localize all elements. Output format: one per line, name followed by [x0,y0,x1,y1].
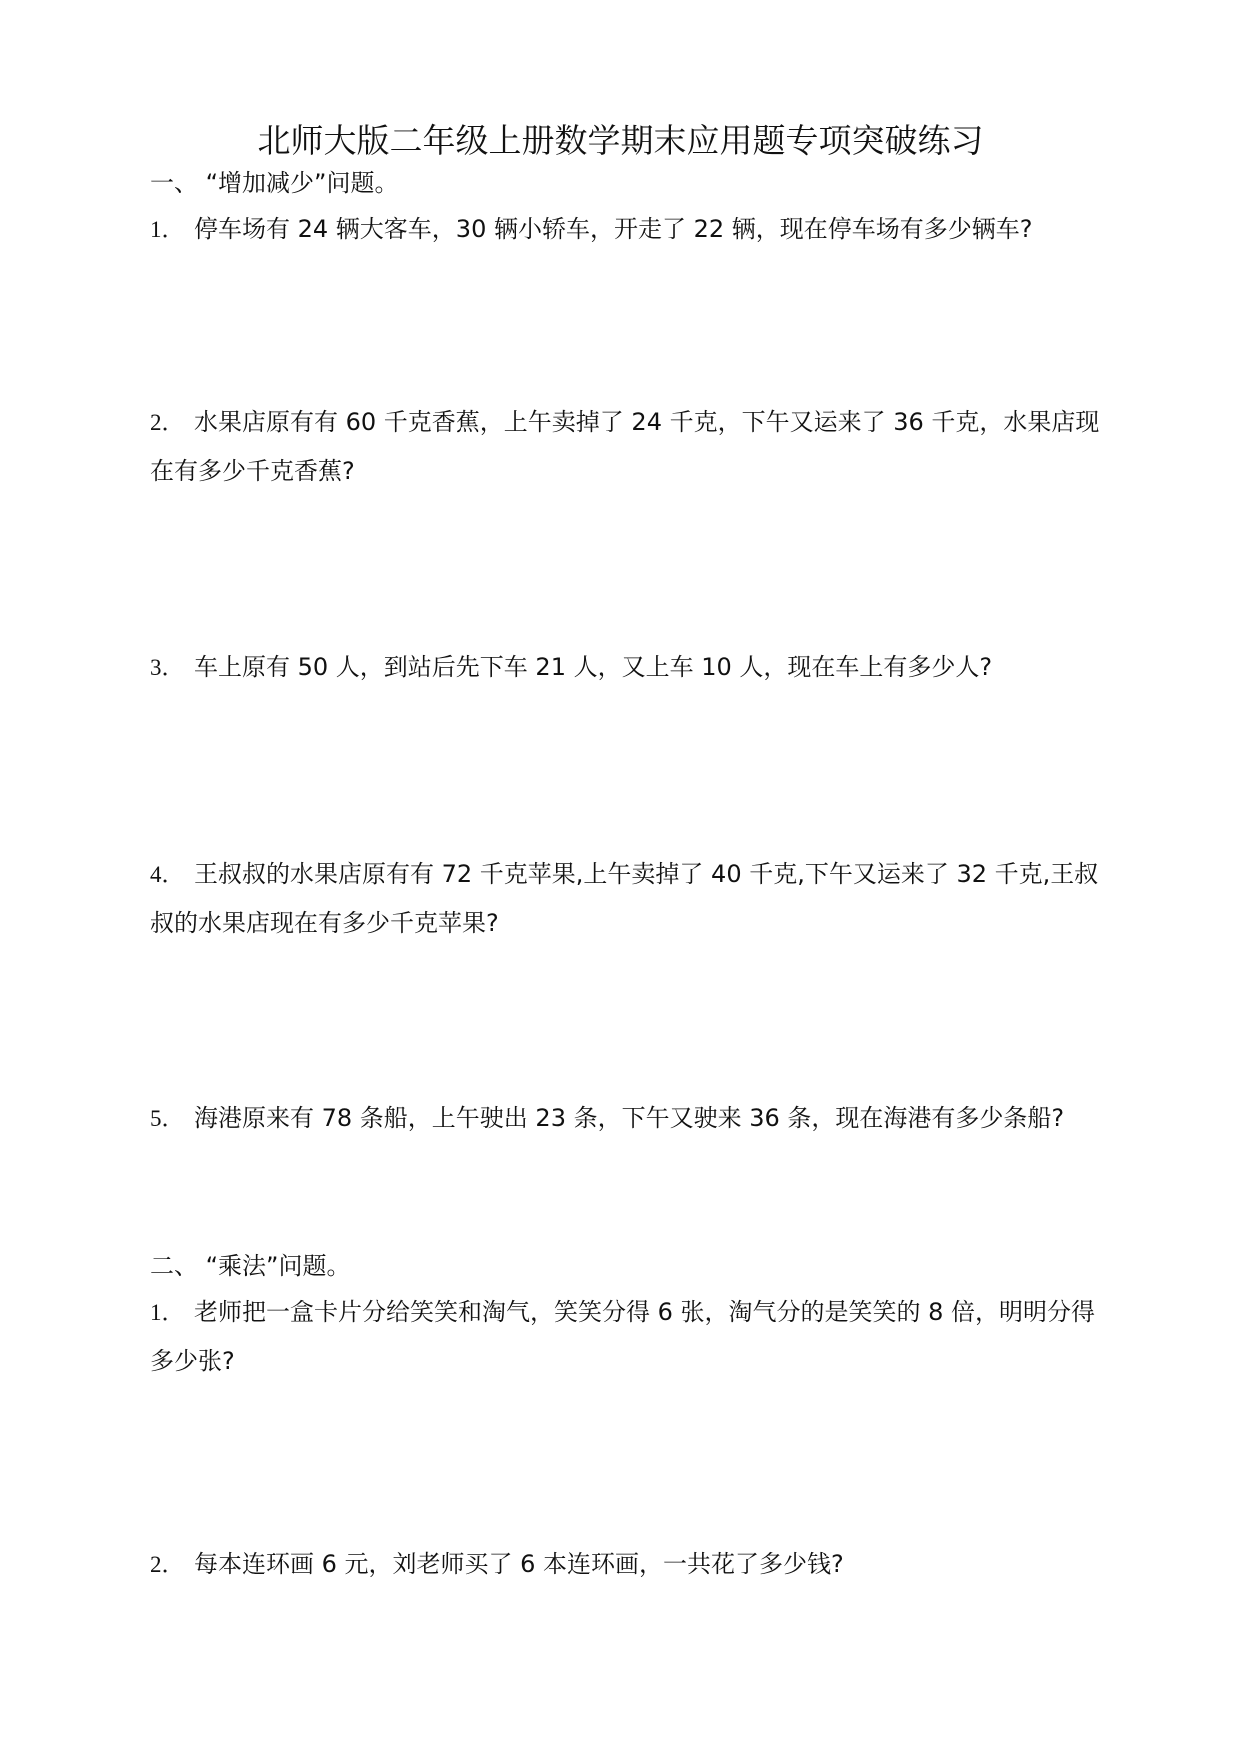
question-number: 1． [150,217,185,242]
section-heading-multiplication: 二、 “乘法”问题。 [150,1252,351,1280]
question-1-1 [150,205,1100,254]
question-1-4 [150,850,1100,948]
question-1-2 [150,398,1100,496]
question-2-2 [150,1540,1100,1589]
question-number: 4． [150,862,185,887]
question-number: 1． [150,1300,185,1325]
question-number: 2． [150,410,185,435]
question-2-1 [150,1288,1100,1386]
question-text: 老师把一盒卡片分给笑笑和淘气，笑笑分得 6 张，淘气分的是笑笑的 8 倍，明明分得多少张? [150,1298,1096,1375]
question-text: 车上原有 50 人，到站后先下车 21 人，又上车 10 人，现在车上有多少人? [194,653,993,681]
question-1-5 [150,1094,1100,1143]
question-text: 水果店原有有 60 千克香蕉，上午卖掉了 24 千克，下午又运来了 36 千克，水果店现在有多少千克香蕉? [150,408,1100,485]
question-text: 每本连环画 6 元，刘老师买了 6 本连环画，一共花了多少钱? [194,1550,844,1578]
question-number: 2． [150,1552,185,1577]
question-number: 5． [150,1106,185,1131]
question-text: 停车场有 24 辆大客车，30 辆小轿车，开走了 22 辆，现在停车场有多少辆车? [194,215,1033,243]
question-number: 3． [150,655,185,680]
section-heading-addition-subtraction: 一、 “增加减少”问题。 [150,169,399,197]
page-title: 北师大版二年级上册数学期末应用题专项突破练习 [257,121,984,160]
question-text: 海港原来有 78 条船，上午驶出 23 条，下午又驶来 36 条，现在海港有多少条船? [194,1104,1065,1132]
question-1-3 [150,643,1100,692]
question-text: 王叔叔的水果店原有有 72 千克苹果,上午卖掉了 40 千克,下午又运来了 32 千克,王叔叔的水果店现在有多少千克苹果? [150,860,1099,937]
